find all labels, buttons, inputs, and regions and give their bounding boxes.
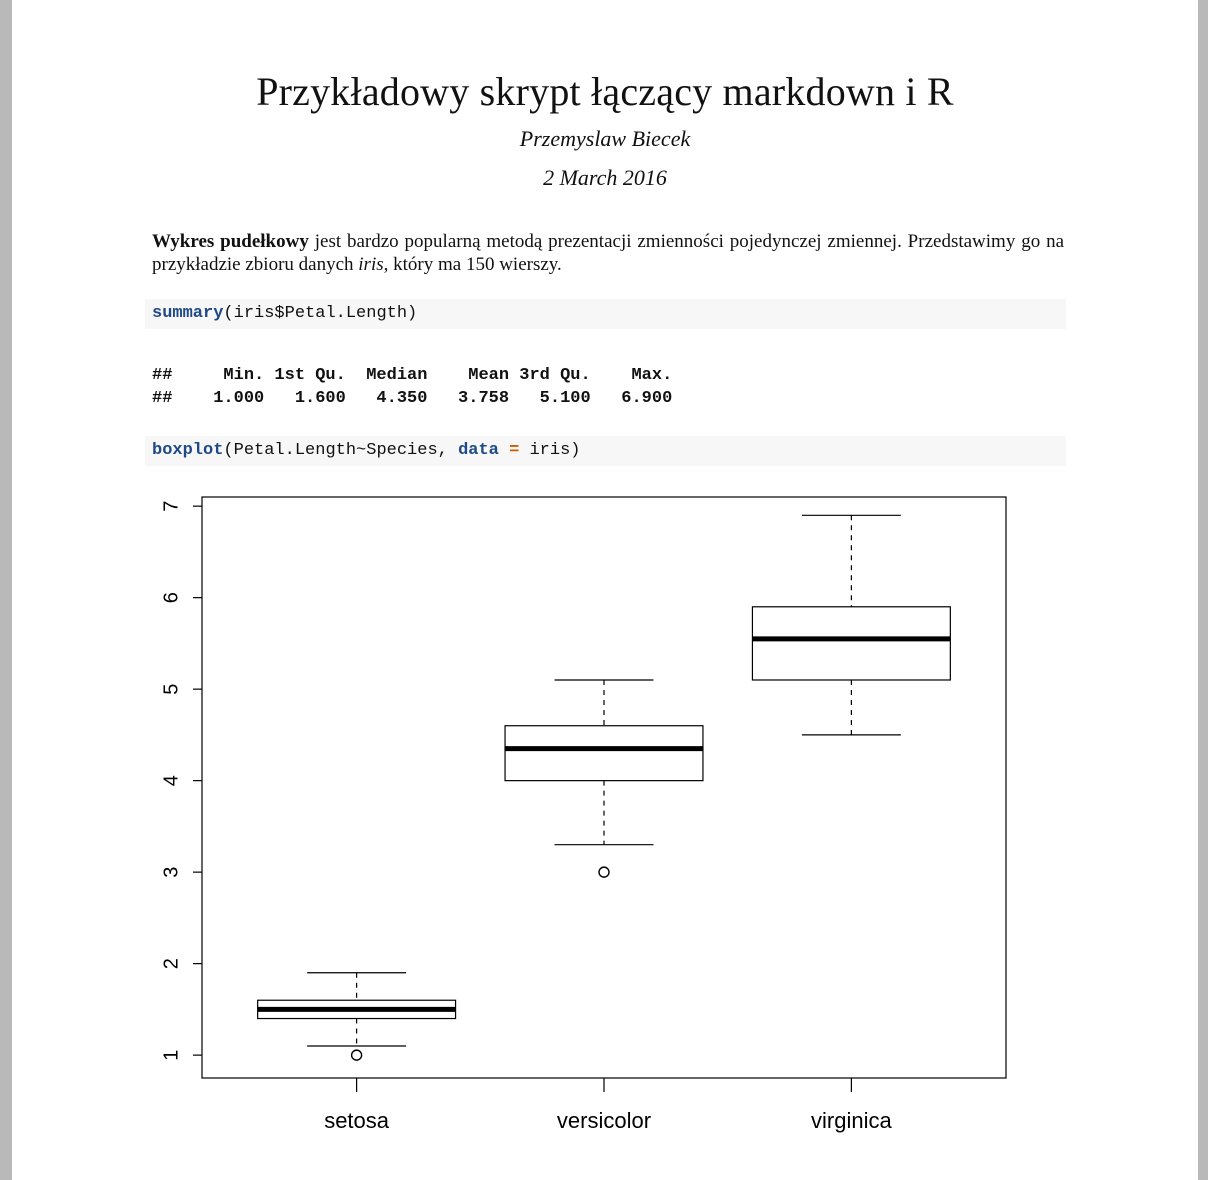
outlier-point <box>352 1050 362 1060</box>
code-args-boxplot: (Petal.Length~Species, <box>223 441 459 460</box>
boxplot-chart <box>140 486 1040 1146</box>
code-keyword-data: data <box>458 441 499 460</box>
y-tick-label: 3 <box>160 866 183 878</box>
outlier-point <box>599 867 609 877</box>
document-author: Przemyslaw Biecek <box>519 126 691 151</box>
intro-italic: iris <box>358 254 384 275</box>
document-date: 2 March 2016 <box>543 165 667 190</box>
code-block-summary <box>145 299 1066 329</box>
summary-output <box>152 364 672 410</box>
output-line-values: ## 1.000 1.600 4.350 3.758 5.100 6.900 <box>152 389 673 408</box>
code-block-boxplot <box>145 436 1066 466</box>
box-versicolor <box>505 726 703 781</box>
code-operator: = <box>509 441 520 460</box>
code-args-end: iris) <box>519 441 581 460</box>
y-tick-label: 7 <box>160 500 183 512</box>
y-tick-label: 5 <box>160 683 183 695</box>
x-tick-label: setosa <box>324 1108 390 1133</box>
x-tick-label: virginica <box>811 1108 892 1133</box>
document-page <box>12 0 1198 1180</box>
y-tick-label: 6 <box>160 592 183 604</box>
document-title: Przykładowy skrypt łączący markdown i R <box>256 69 954 114</box>
intro-bold: Wykres pudełkowy <box>152 231 309 252</box>
output-line-header: ## Min. 1st Qu. Median Mean 3rd Qu. Max. <box>152 366 673 385</box>
code-function-boxplot: boxplot <box>152 441 224 460</box>
intro-paragraph <box>152 230 1064 276</box>
code-function-summary: summary <box>152 304 224 323</box>
y-tick-label: 1 <box>160 1049 183 1061</box>
plot-frame <box>202 497 1006 1078</box>
intro-text-1: jest bardzo popularną metodą prezentacji zmienności pojedynczej zmiennej. Przedstawimy go na przykładzie zbioru danych <box>152 231 1064 275</box>
y-tick-label: 2 <box>160 958 183 970</box>
code-args-summary: (iris$Petal.Length) <box>223 304 418 323</box>
box-virginica <box>752 607 950 680</box>
y-tick-label: 4 <box>160 775 183 787</box>
intro-text-2: , który ma 150 wierszy. <box>383 254 562 275</box>
x-tick-label: versicolor <box>556 1108 652 1133</box>
